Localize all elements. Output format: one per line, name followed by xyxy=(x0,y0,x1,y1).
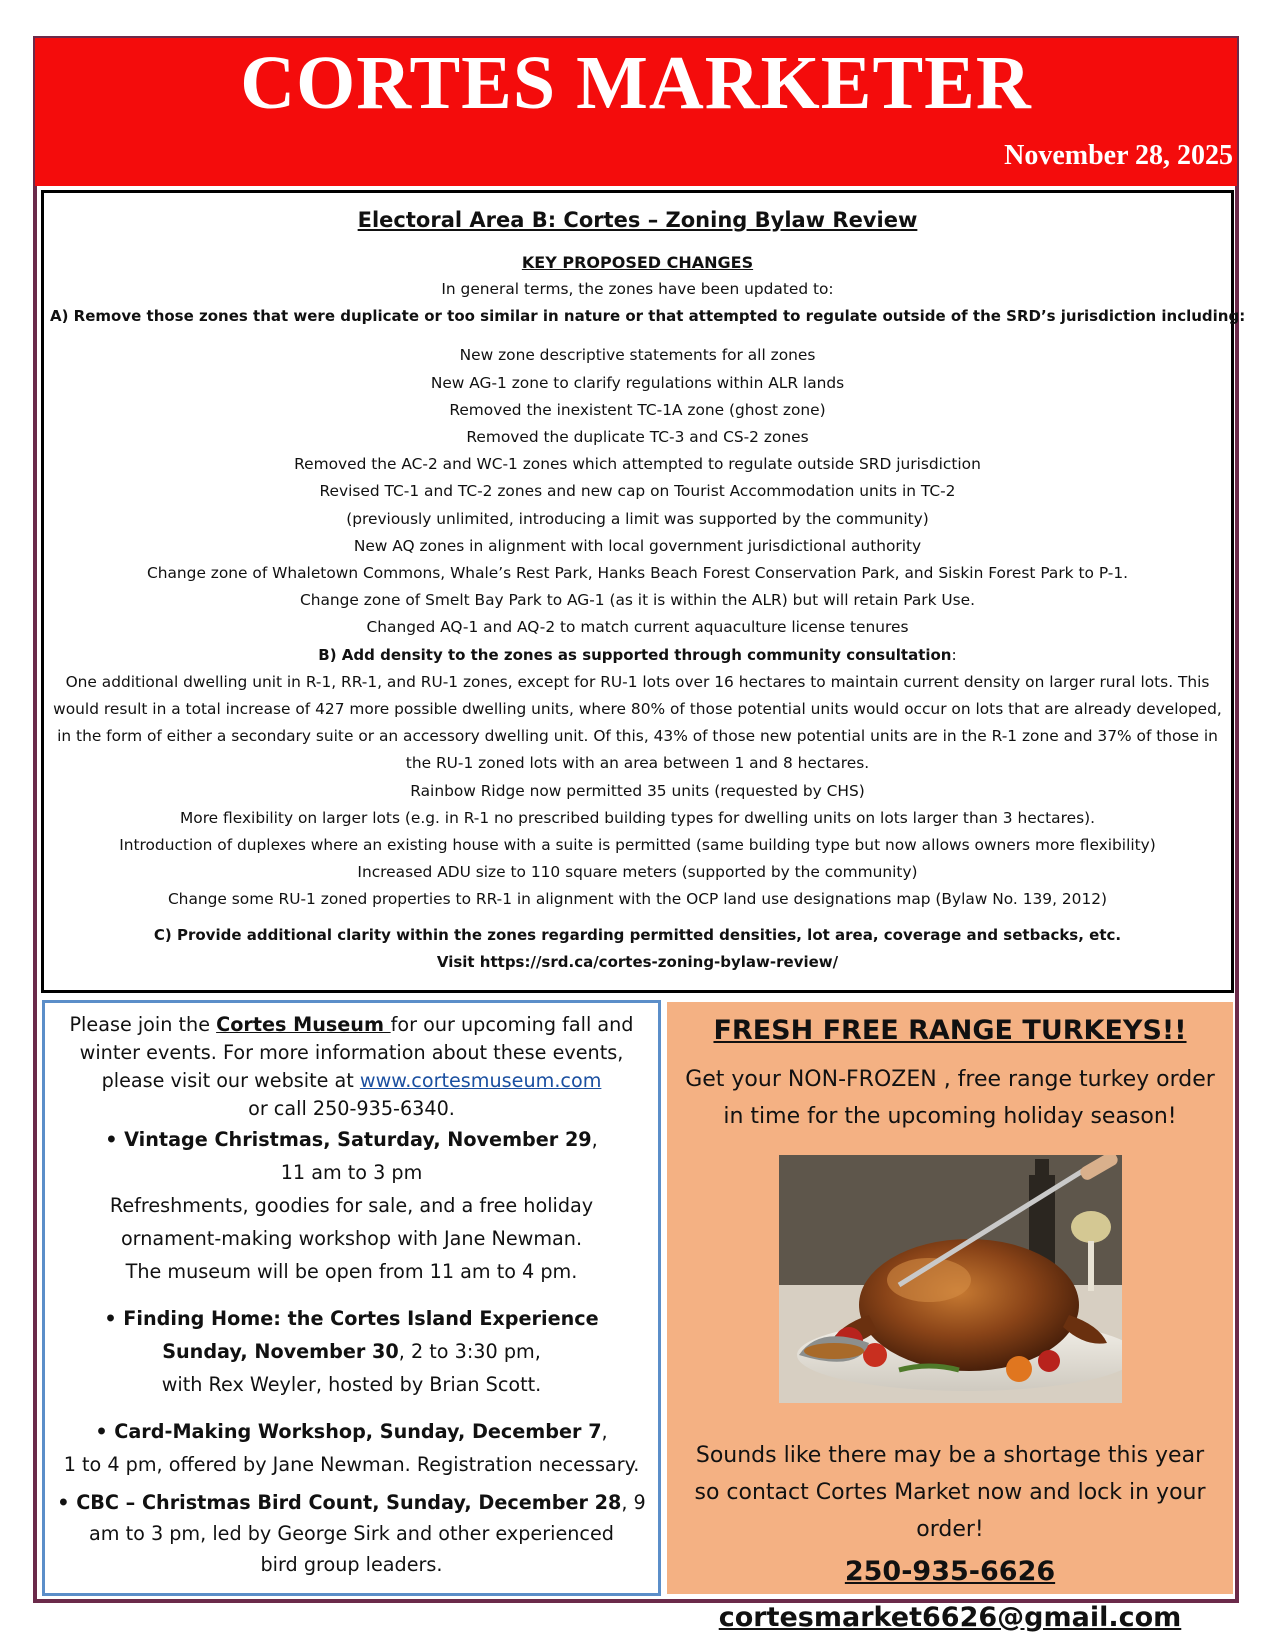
event-detail: with Rex Weyler, hosted by Brian Scott. xyxy=(161,1373,542,1396)
event-date-rest: , 2 to 3:30 pm, xyxy=(398,1340,541,1363)
event-comma: , xyxy=(601,1420,608,1443)
a-item: New AQ zones in alignment with local government jurisdictional authority xyxy=(353,536,922,555)
event-bird-count xyxy=(55,1487,648,1549)
museum-intro xyxy=(55,1011,648,1095)
masthead-date: November 28, 2025 xyxy=(1004,140,1233,171)
museum-events-box xyxy=(42,1000,661,1596)
masthead-title: CORTES MARKETER xyxy=(240,41,1032,125)
turkey-photo xyxy=(779,1155,1122,1403)
turkey-heading: FRESH FREE RANGE TURKEYS!! xyxy=(713,1015,1187,1046)
event-date xyxy=(55,1335,648,1368)
zoning-bylaw-box xyxy=(41,190,1246,993)
turkey-ad-box xyxy=(667,1002,1233,1633)
a-item: Changed AQ-1 and AQ-2 to match current aquaculture license tenures xyxy=(366,618,909,637)
event-detail: 11 am to 3 pm xyxy=(280,1161,423,1184)
section-a-heading: A) Remove those zones that were duplicate or too similar in nature or that attempted to regulate outside of the SRD’s jurisdiction including: xyxy=(50,307,1246,326)
turkey-phone: 250-935-6626 xyxy=(844,1556,1056,1587)
event-title: • Finding Home: the Cortes Island Experience xyxy=(104,1307,599,1330)
event-detail: ornament-making workshop with Jane Newman. xyxy=(120,1227,583,1250)
event-detail: , 9 am to 3 pm, led by George Sirk and other experienced xyxy=(89,1491,646,1545)
b-paragraph: One additional dwelling unit in R-1, RR-1, and RU-1 zones, except for RU-1 lots over 16 hectares to maintain current density on larger rural lots. This would result in a total increase of 427 more possible dwelling units, where 80% of those potential units would occur on lots that are already developed, in the form of either a secondary suite or an accessory dwelling unit. Of this, 43% of those new potential units are in the R-1 zone and 37% of those in the RU-1 zoned lots with an area between 1 and 8 hectares. xyxy=(53,672,1222,773)
a-item: (previously unlimited, introducing a limit was supported by the community) xyxy=(346,509,929,528)
a-item: New zone descriptive statements for all zones xyxy=(459,346,816,365)
museum-phone: or call 250-935-6340. xyxy=(248,1097,455,1120)
section-b-colon: : xyxy=(951,645,957,664)
a-item: Removed the duplicate TC-3 and CS-2 zones xyxy=(466,428,809,447)
event-card-making xyxy=(55,1415,648,1448)
event-title: • Card-Making Workshop, Sunday, December 7 xyxy=(95,1420,602,1443)
event-detail: 1 to 4 pm, offered by Jane Newman. Registration necessary. xyxy=(63,1453,640,1476)
turkey-shortage-text: Sounds like there may be a shortage this year so contact Cortes Market now and lock in your order! xyxy=(694,1443,1206,1542)
zoning-intro: In general terms, the zones have been updated to: xyxy=(441,280,834,298)
event-vintage-christmas xyxy=(55,1123,648,1156)
event-detail: bird group leaders. xyxy=(260,1553,443,1576)
event-title: • Vintage Christmas, Saturday, November 29 xyxy=(105,1128,592,1151)
a-item: Removed the AC-2 and WC-1 zones which attempted to regulate outside SRD jurisdiction xyxy=(294,455,981,474)
event-detail: Refreshments, goodies for sale, and a free holiday xyxy=(109,1194,594,1217)
event-detail: The museum will be open from 11 am to 4 pm. xyxy=(125,1260,578,1283)
turkey-email: cortesmarket6626@gmail.com xyxy=(718,1602,1182,1633)
key-changes-heading: KEY PROPOSED CHANGES xyxy=(521,253,754,272)
a-item: Change zone of Whaletown Commons, Whale’s Rest Park, Hanks Beach Forest Conservation Park, and Siskin Forest Park to P-1. xyxy=(146,564,1129,583)
a-item: New AG-1 zone to clarify regulations within ALR lands xyxy=(430,373,845,392)
museum-name: Cortes Museum xyxy=(216,1013,391,1036)
event-comma: , xyxy=(591,1128,598,1151)
section-b-heading xyxy=(50,642,1225,669)
b-item: Introduction of duplexes where an existing house with a suite is permitted (same building type but now allows owners more flexibility) xyxy=(119,836,1156,855)
event-title: • CBC – Christmas Bird Count, Sunday, December 28 xyxy=(57,1491,622,1514)
museum-intro-text-2: for our upcoming fall and winter events. For more information about these events, please visit our website at xyxy=(79,1013,634,1092)
a-item: Revised TC-1 and TC-2 zones and new cap on Tourist Accommodation units in TC-2 xyxy=(319,482,956,501)
b-item: Increased ADU size to 110 square meters (supported by the community) xyxy=(357,863,918,882)
a-item: Change zone of Smelt Bay Park to AG-1 (as it is within the ALR) but will retain Park Use. xyxy=(299,591,976,610)
b-item: Change some RU-1 zoned properties to RR-1 in alignment with the OCP land use designations map (Bylaw No. 139, 2012) xyxy=(167,890,1108,909)
roast-turkey-image xyxy=(779,1155,1122,1403)
zoning-title: Electoral Area B: Cortes – Zoning Bylaw Review xyxy=(357,208,918,232)
turkey-offer-text: Get your NON-FROZEN , free range turkey order in time for the upcoming holiday season! xyxy=(685,1067,1215,1129)
museum-website-link[interactable]: www.cortesmuseum.com xyxy=(359,1069,602,1092)
event-finding-home xyxy=(55,1302,648,1335)
section-b-text: B) Add density to the zones as supported through community consultation xyxy=(318,645,952,664)
b-item: Rainbow Ridge now permitted 35 units (requested by CHS) xyxy=(410,781,865,800)
event-date-bold: Sunday, November 30 xyxy=(162,1340,399,1363)
a-item: Removed the inexistent TC-1A zone (ghost zone) xyxy=(449,400,826,419)
b-item: More flexibility on larger lots (e.g. in R-1 no prescribed building types for dwelling units on lots larger than 3 hectares). xyxy=(180,808,1095,827)
masthead xyxy=(35,38,1237,186)
visit-link-text: Visit https://srd.ca/cortes-zoning-bylaw-review/ xyxy=(436,952,839,971)
section-c-heading: C) Provide additional clarity within the zones regarding permitted densities, lot area, coverage and setbacks, etc. xyxy=(153,925,1122,944)
museum-intro-text: Please join the xyxy=(69,1013,217,1036)
